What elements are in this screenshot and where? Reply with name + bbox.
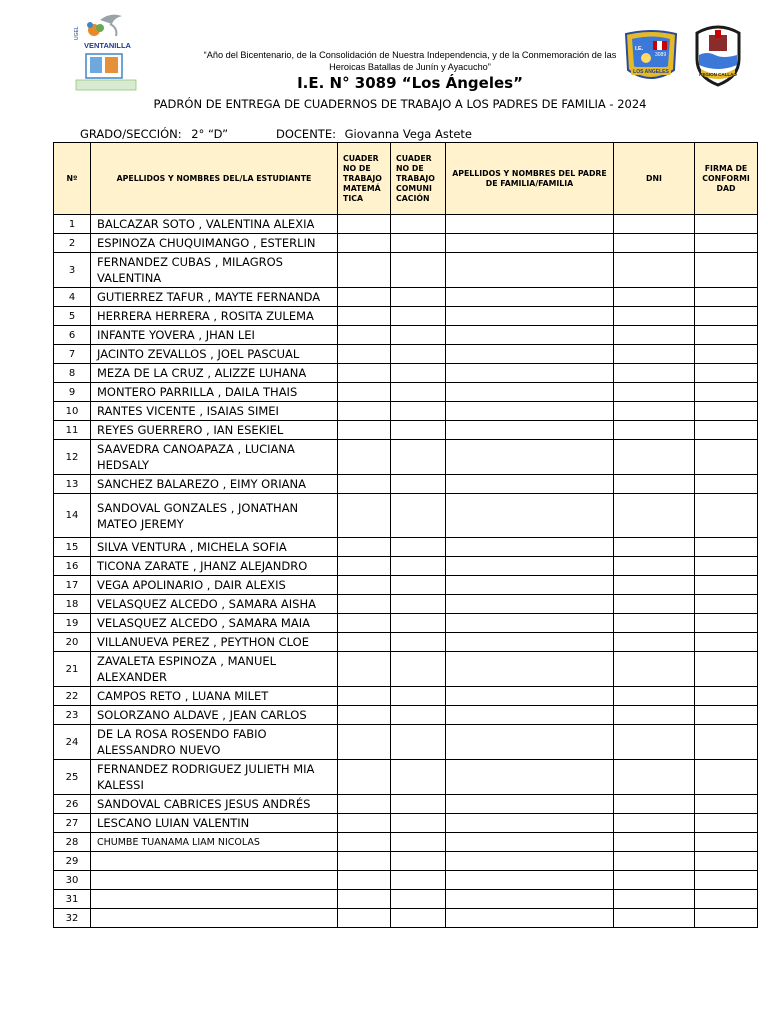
cuaderno-comunicacion-cell[interactable] <box>391 215 446 234</box>
parent-name-cell[interactable] <box>446 538 614 557</box>
cuaderno-matematica-cell[interactable] <box>338 326 391 345</box>
firma-cell[interactable] <box>695 234 758 253</box>
roster-body <box>54 215 758 928</box>
row-number: 9 <box>54 383 91 402</box>
parent-name-cell[interactable] <box>446 706 614 725</box>
parent-name-cell[interactable] <box>446 234 614 253</box>
cuaderno-matematica-cell[interactable] <box>338 383 391 402</box>
cuaderno-matematica-cell[interactable] <box>338 614 391 633</box>
parent-name-cell[interactable] <box>446 814 614 833</box>
row-number: 6 <box>54 326 91 345</box>
student-name: ESPINOZA CHUQUIMANGO , ESTERLIN <box>91 234 338 253</box>
student-name: VILLANUEVA PEREZ , PEYTHON CLOE <box>91 633 338 652</box>
table-row <box>54 364 758 383</box>
cuaderno-comunicacion-cell[interactable] <box>391 814 446 833</box>
header-cuaderno-matematica: CUADER NO DE TRABAJO MATEMÁ TICA <box>338 143 391 215</box>
cuaderno-comunicacion-cell[interactable] <box>391 687 446 706</box>
cuaderno-matematica-cell[interactable] <box>338 215 391 234</box>
row-number: 15 <box>54 538 91 557</box>
table-row <box>54 760 758 795</box>
cuaderno-matematica-cell[interactable] <box>338 760 391 795</box>
firma-cell[interactable] <box>695 557 758 576</box>
cuaderno-comunicacion-cell[interactable] <box>391 833 446 852</box>
cuaderno-matematica-cell[interactable] <box>338 421 391 440</box>
cuaderno-matematica-cell[interactable] <box>338 557 391 576</box>
dni-cell[interactable] <box>614 633 695 652</box>
firma-cell[interactable] <box>695 345 758 364</box>
dni-cell[interactable] <box>614 706 695 725</box>
cuaderno-matematica-cell[interactable] <box>338 440 391 475</box>
table-row <box>54 890 758 909</box>
parent-name-cell[interactable] <box>446 288 614 307</box>
row-number: 7 <box>54 345 91 364</box>
parent-name-cell[interactable] <box>446 576 614 595</box>
row-number: 1 <box>54 215 91 234</box>
dni-cell[interactable] <box>614 557 695 576</box>
firma-cell[interactable] <box>695 253 758 288</box>
table-row <box>54 595 758 614</box>
table-row <box>54 576 758 595</box>
firma-cell[interactable] <box>695 307 758 326</box>
region-callao-logo <box>693 25 743 88</box>
table-header-row <box>54 143 758 215</box>
cuaderno-matematica-cell[interactable] <box>338 890 391 909</box>
row-number: 23 <box>54 706 91 725</box>
table-row <box>54 652 758 687</box>
firma-cell[interactable] <box>695 538 758 557</box>
student-name: SOLORZANO ALDAVE , JEAN CARLOS <box>91 706 338 725</box>
cuaderno-matematica-cell[interactable] <box>338 814 391 833</box>
firma-cell[interactable] <box>695 421 758 440</box>
parent-name-cell[interactable] <box>446 760 614 795</box>
parent-name-cell[interactable] <box>446 440 614 475</box>
student-name: VELASQUEZ ALCEDO , SAMARA AISHA <box>91 595 338 614</box>
firma-cell[interactable] <box>695 909 758 928</box>
cuaderno-comunicacion-cell[interactable] <box>391 364 446 383</box>
firma-cell[interactable] <box>695 326 758 345</box>
row-number: 26 <box>54 795 91 814</box>
docente-value: Giovanna Vega Astete <box>344 127 472 141</box>
table-row <box>54 725 758 760</box>
parent-name-cell[interactable] <box>446 833 614 852</box>
row-number: 25 <box>54 760 91 795</box>
parent-name-cell[interactable] <box>446 687 614 706</box>
parent-name-cell[interactable] <box>446 614 614 633</box>
student-name <box>91 871 338 890</box>
cuaderno-matematica-cell[interactable] <box>338 538 391 557</box>
student-name: FERNANDEZ CUBAS , MILAGROS VALENTINA <box>91 253 338 288</box>
cuaderno-comunicacion-cell[interactable] <box>391 852 446 871</box>
dni-cell[interactable] <box>614 253 695 288</box>
table-row <box>54 871 758 890</box>
student-name: MONTERO PARRILLA , DAILA THAIS <box>91 383 338 402</box>
cuaderno-matematica-cell[interactable] <box>338 475 391 494</box>
row-number: 8 <box>54 364 91 383</box>
dni-cell[interactable] <box>614 833 695 852</box>
header-num: Nº <box>54 143 91 215</box>
row-number: 31 <box>54 890 91 909</box>
firma-cell[interactable] <box>695 440 758 475</box>
cuaderno-comunicacion-cell[interactable] <box>391 288 446 307</box>
cuaderno-comunicacion-cell[interactable] <box>391 307 446 326</box>
student-name: SAAVEDRA CANOAPAZA , LUCIANA HEDSALY <box>91 440 338 475</box>
student-name: VELASQUEZ ALCEDO , SAMARA MAIA <box>91 614 338 633</box>
dni-cell[interactable] <box>614 307 695 326</box>
dni-cell[interactable] <box>614 402 695 421</box>
roster-table <box>53 142 758 928</box>
student-name: CHUMBE TUANAMA LIAM NICOLAS <box>91 833 338 852</box>
svg-text:LOS ANGELES: LOS ANGELES <box>633 69 669 75</box>
student-name <box>91 890 338 909</box>
row-number: 13 <box>54 475 91 494</box>
parent-name-cell[interactable] <box>446 326 614 345</box>
firma-cell[interactable] <box>695 614 758 633</box>
cuaderno-matematica-cell[interactable] <box>338 795 391 814</box>
dni-cell[interactable] <box>614 652 695 687</box>
motto-text: “Año del Bicentenario, de la Consolidación de Nuestra Independencia, y de la Conmemoración de las Heroicas Batallas de Junín y Ayacucho” <box>203 50 617 72</box>
row-number: 29 <box>54 852 91 871</box>
parent-name-cell[interactable] <box>446 725 614 760</box>
dni-cell[interactable] <box>614 475 695 494</box>
student-name: INFANTE YOVERA , JHAN LEI <box>91 326 338 345</box>
cuaderno-matematica-cell[interactable] <box>338 652 391 687</box>
ugel-ventanilla-logo <box>70 10 142 92</box>
cuaderno-matematica-cell[interactable] <box>338 833 391 852</box>
row-number: 17 <box>54 576 91 595</box>
table-row <box>54 215 758 234</box>
header-student: APELLIDOS Y NOMBRES DEL/LA ESTUDIANTE <box>91 143 338 215</box>
parent-name-cell[interactable] <box>446 383 614 402</box>
dni-cell[interactable] <box>614 909 695 928</box>
cuaderno-matematica-cell[interactable] <box>338 725 391 760</box>
student-name: GUTIERREZ TAFUR , MAYTE FERNANDA <box>91 288 338 307</box>
firma-cell[interactable] <box>695 871 758 890</box>
cuaderno-matematica-cell[interactable] <box>338 706 391 725</box>
row-number: 32 <box>54 909 91 928</box>
cuaderno-comunicacion-cell[interactable] <box>391 326 446 345</box>
firma-cell[interactable] <box>695 652 758 687</box>
row-number: 12 <box>54 440 91 475</box>
parent-name-cell[interactable] <box>446 652 614 687</box>
firma-cell[interactable] <box>695 402 758 421</box>
cuaderno-comunicacion-cell[interactable] <box>391 576 446 595</box>
dni-cell[interactable] <box>614 890 695 909</box>
student-name: JACINTO ZEVALLOS , JOEL PASCUAL <box>91 345 338 364</box>
dni-cell[interactable] <box>614 614 695 633</box>
dni-cell[interactable] <box>614 687 695 706</box>
dni-cell[interactable] <box>614 234 695 253</box>
firma-cell[interactable] <box>695 383 758 402</box>
school-name: I.E. N° 3089 “Los Ángeles” <box>297 74 523 92</box>
student-name: SANCHEZ BALAREZO , EIMY ORIANA <box>91 475 338 494</box>
table-row <box>54 538 758 557</box>
row-number: 30 <box>54 871 91 890</box>
cuaderno-comunicacion-cell[interactable] <box>391 614 446 633</box>
row-number: 14 <box>54 494 91 538</box>
dni-cell[interactable] <box>614 814 695 833</box>
parent-name-cell[interactable] <box>446 795 614 814</box>
cuaderno-comunicacion-cell[interactable] <box>391 595 446 614</box>
parent-name-cell[interactable] <box>446 475 614 494</box>
table-row <box>54 557 758 576</box>
docente <box>276 127 477 141</box>
student-name: HERRERA HERRERA , ROSITA ZULEMA <box>91 307 338 326</box>
row-number: 5 <box>54 307 91 326</box>
cuaderno-matematica-cell[interactable] <box>338 494 391 538</box>
firma-cell[interactable] <box>695 364 758 383</box>
student-name: TICONA ZARATE , JHANZ ALEJANDRO <box>91 557 338 576</box>
firma-cell[interactable] <box>695 633 758 652</box>
row-number: 16 <box>54 557 91 576</box>
table-row <box>54 909 758 928</box>
cuaderno-comunicacion-cell[interactable] <box>391 795 446 814</box>
parent-name-cell[interactable] <box>446 852 614 871</box>
table-row <box>54 326 758 345</box>
dni-cell[interactable] <box>614 871 695 890</box>
row-number: 24 <box>54 725 91 760</box>
row-number: 27 <box>54 814 91 833</box>
svg-text:REGION CALLAO: REGION CALLAO <box>699 72 737 77</box>
row-number: 10 <box>54 402 91 421</box>
parent-name-cell[interactable] <box>446 345 614 364</box>
cuaderno-comunicacion-cell[interactable] <box>391 475 446 494</box>
cuaderno-matematica-cell[interactable] <box>338 364 391 383</box>
firma-cell[interactable] <box>695 595 758 614</box>
firma-cell[interactable] <box>695 494 758 538</box>
parent-name-cell[interactable] <box>446 633 614 652</box>
cuaderno-comunicacion-cell[interactable] <box>391 494 446 538</box>
table-row <box>54 687 758 706</box>
table-row <box>54 614 758 633</box>
table-row <box>54 814 758 833</box>
cuaderno-matematica-cell[interactable] <box>338 307 391 326</box>
cuaderno-matematica-cell[interactable] <box>338 633 391 652</box>
parent-name-cell[interactable] <box>446 890 614 909</box>
header-dni: DNI <box>614 143 695 215</box>
svg-text:UGEL: UGEL <box>74 26 80 40</box>
dni-cell[interactable] <box>614 538 695 557</box>
table-row <box>54 345 758 364</box>
dni-cell[interactable] <box>614 852 695 871</box>
row-number: 21 <box>54 652 91 687</box>
docente-label: DOCENTE: <box>276 127 336 141</box>
table-row <box>54 234 758 253</box>
dni-cell[interactable] <box>614 215 695 234</box>
cuaderno-comunicacion-cell[interactable] <box>391 345 446 364</box>
cuaderno-matematica-cell[interactable] <box>338 687 391 706</box>
row-number: 22 <box>54 687 91 706</box>
table-row <box>54 440 758 475</box>
student-name: DE LA ROSA ROSENDO FABIO ALESSANDRO NUEVO <box>91 725 338 760</box>
dni-cell[interactable] <box>614 440 695 475</box>
cuaderno-comunicacion-cell[interactable] <box>391 871 446 890</box>
cuaderno-matematica-cell[interactable] <box>338 871 391 890</box>
cuaderno-comunicacion-cell[interactable] <box>391 402 446 421</box>
table-row <box>54 307 758 326</box>
firma-cell[interactable] <box>695 833 758 852</box>
dni-cell[interactable] <box>614 383 695 402</box>
row-number: 3 <box>54 253 91 288</box>
parent-name-cell[interactable] <box>446 909 614 928</box>
parent-name-cell[interactable] <box>446 595 614 614</box>
cuaderno-comunicacion-cell[interactable] <box>391 652 446 687</box>
cuaderno-comunicacion-cell[interactable] <box>391 725 446 760</box>
student-name: FERNANDEZ RODRIGUEZ JULIETH MIA KALESSI <box>91 760 338 795</box>
table-row <box>54 494 758 538</box>
dni-cell[interactable] <box>614 595 695 614</box>
cuaderno-matematica-cell[interactable] <box>338 576 391 595</box>
cuaderno-comunicacion-cell[interactable] <box>391 557 446 576</box>
firma-cell[interactable] <box>695 687 758 706</box>
cuaderno-matematica-cell[interactable] <box>338 909 391 928</box>
firma-cell[interactable] <box>695 760 758 795</box>
table-row <box>54 288 758 307</box>
student-name: MEZA DE LA CRUZ , ALIZZE LUHANA <box>91 364 338 383</box>
dni-cell[interactable] <box>614 345 695 364</box>
school-crest-logo <box>622 30 680 86</box>
header-cuaderno-comunicacion: CUADER NO DE TRABAJO COMUNI CACIÓN <box>391 143 446 215</box>
row-number: 19 <box>54 614 91 633</box>
dni-cell[interactable] <box>614 795 695 814</box>
dni-cell[interactable] <box>614 725 695 760</box>
cuaderno-matematica-cell[interactable] <box>338 345 391 364</box>
dni-cell[interactable] <box>614 326 695 345</box>
table-row <box>54 852 758 871</box>
firma-cell[interactable] <box>695 475 758 494</box>
firma-cell[interactable] <box>695 725 758 760</box>
table-row <box>54 633 758 652</box>
dni-cell[interactable] <box>614 364 695 383</box>
firma-cell[interactable] <box>695 795 758 814</box>
cuaderno-comunicacion-cell[interactable] <box>391 706 446 725</box>
table-row <box>54 421 758 440</box>
table-row <box>54 795 758 814</box>
dni-cell[interactable] <box>614 576 695 595</box>
parent-name-cell[interactable] <box>446 364 614 383</box>
cuaderno-matematica-cell[interactable] <box>338 253 391 288</box>
dni-cell[interactable] <box>614 288 695 307</box>
cuaderno-comunicacion-cell[interactable] <box>391 421 446 440</box>
cuaderno-matematica-cell[interactable] <box>338 288 391 307</box>
row-number: 18 <box>54 595 91 614</box>
cuaderno-matematica-cell[interactable] <box>338 595 391 614</box>
firma-cell[interactable] <box>695 215 758 234</box>
student-name: SANDOVAL CABRICES JESUS ANDRÉS <box>91 795 338 814</box>
dni-cell[interactable] <box>614 494 695 538</box>
student-name: SILVA VENTURA , MICHELA SOFIA <box>91 538 338 557</box>
firma-cell[interactable] <box>695 814 758 833</box>
student-name <box>91 909 338 928</box>
firma-cell[interactable] <box>695 576 758 595</box>
row-number: 20 <box>54 633 91 652</box>
student-name: CAMPOS RETO , LUANA MILET <box>91 687 338 706</box>
table-row <box>54 253 758 288</box>
cuaderno-comunicacion-cell[interactable] <box>391 440 446 475</box>
student-name <box>91 852 338 871</box>
cuaderno-comunicacion-cell[interactable] <box>391 760 446 795</box>
header-parent: APELLIDOS Y NOMBRES DEL PADRE DE FAMILIA/FAMILIA <box>446 143 614 215</box>
cuaderno-comunicacion-cell[interactable] <box>391 538 446 557</box>
cuaderno-comunicacion-cell[interactable] <box>391 909 446 928</box>
firma-cell[interactable] <box>695 706 758 725</box>
row-number: 11 <box>54 421 91 440</box>
table-row <box>54 475 758 494</box>
dni-cell[interactable] <box>614 760 695 795</box>
grado-seccion <box>80 127 234 141</box>
svg-text:I.E.: I.E. <box>635 46 644 52</box>
svg-text:3089: 3089 <box>655 52 667 58</box>
student-name: VEGA APOLINARIO , DAIR ALEXIS <box>91 576 338 595</box>
cuaderno-comunicacion-cell[interactable] <box>391 383 446 402</box>
student-name: REYES GUERRERO , IAN ESEKIEL <box>91 421 338 440</box>
grado-value: 2° “D” <box>191 127 229 141</box>
parent-name-cell[interactable] <box>446 421 614 440</box>
cuaderno-comunicacion-cell[interactable] <box>391 890 446 909</box>
table-row <box>54 706 758 725</box>
parent-name-cell[interactable] <box>446 402 614 421</box>
grado-label: GRADO/SECCIÓN: <box>80 127 182 141</box>
parent-name-cell[interactable] <box>446 307 614 326</box>
cuaderno-matematica-cell[interactable] <box>338 234 391 253</box>
firma-cell[interactable] <box>695 890 758 909</box>
row-number: 4 <box>54 288 91 307</box>
table-row <box>54 402 758 421</box>
firma-cell[interactable] <box>695 288 758 307</box>
cuaderno-matematica-cell[interactable] <box>338 852 391 871</box>
cuaderno-comunicacion-cell[interactable] <box>391 253 446 288</box>
student-name: BALCAZAR SOTO , VALENTINA ALEXIA <box>91 215 338 234</box>
row-number: 2 <box>54 234 91 253</box>
parent-name-cell[interactable] <box>446 253 614 288</box>
student-name: ZAVALETA ESPINOZA , MANUEL ALEXANDER <box>91 652 338 687</box>
parent-name-cell[interactable] <box>446 557 614 576</box>
dni-cell[interactable] <box>614 421 695 440</box>
parent-name-cell[interactable] <box>446 215 614 234</box>
cuaderno-comunicacion-cell[interactable] <box>391 234 446 253</box>
header-firma: FIRMA DE CONFORMI DAD <box>695 143 758 215</box>
document-title: PADRÓN DE ENTREGA DE CUADERNOS DE TRABAJO A LOS PADRES DE FAMILIA - 2024 <box>153 97 647 111</box>
svg-text:VENTANILLA: VENTANILLA <box>84 41 131 50</box>
table-row <box>54 383 758 402</box>
parent-name-cell[interactable] <box>446 871 614 890</box>
table-row <box>54 833 758 852</box>
row-number: 28 <box>54 833 91 852</box>
firma-cell[interactable] <box>695 852 758 871</box>
student-name: RANTES VICENTE , ISAIAS SIMEI <box>91 402 338 421</box>
student-name: SANDOVAL GONZALES , JONATHAN MATEO JEREMY <box>91 494 338 538</box>
cuaderno-matematica-cell[interactable] <box>338 402 391 421</box>
cuaderno-comunicacion-cell[interactable] <box>391 633 446 652</box>
student-name: LESCANO LUIAN VALENTIN <box>91 814 338 833</box>
parent-name-cell[interactable] <box>446 494 614 538</box>
